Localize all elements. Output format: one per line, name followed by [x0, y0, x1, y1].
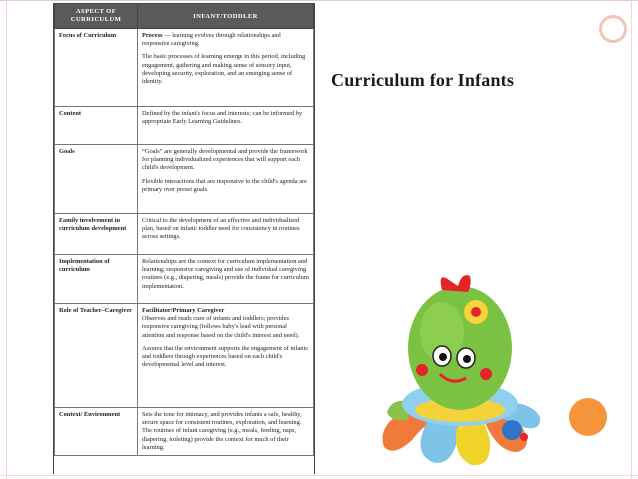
table-row — [55, 29, 314, 107]
decorative-ring — [599, 15, 627, 43]
frame-top-border — [0, 0, 638, 1]
curriculum-table — [54, 3, 314, 456]
header-infant-toddler: INFANT/TODDLER — [138, 4, 314, 29]
row-aspect: Context/ Environment — [55, 408, 138, 456]
row-aspect: Implementation of curriculum — [55, 255, 138, 304]
row-text: The basic processes of learning emerge in this period, including engagement, gathering and making sense of sensory input, developing security, exploration, and an emerging sense of identity. — [142, 53, 306, 86]
frame-left-border — [6, 0, 7, 479]
row-aspect: Focus of Curriculum — [55, 29, 138, 107]
frame-bottom-border — [0, 475, 638, 476]
table-row — [55, 214, 314, 255]
row-aspect: Role of Teacher–Caregiver — [55, 304, 138, 408]
row-description — [138, 408, 314, 456]
table-header-row — [55, 4, 314, 29]
row-text: Critical to the development of an effective and individualized plan, based on infant/ toddler need for consistency in routines across settings. — [142, 217, 300, 241]
row-description — [138, 107, 314, 145]
row-lead: Facilitator/Primary Caregiver — [142, 307, 225, 314]
row-lead: Process — [142, 32, 163, 39]
row-text: Sets the tone for intimacy, and provides infants a safe, healthy, secure space for consistent routines, exploration, and learning. The routines of infant caregiving (e.g., meals, feeding, naps, diapering, toileting) provide the context for much of their learning. — [142, 411, 302, 451]
row-description — [138, 214, 314, 255]
row-aspect: Goals — [55, 145, 138, 214]
row-description — [138, 145, 314, 214]
table-row — [55, 255, 314, 304]
row-text: Defined by the infant's focus and interests; can be informed by appropriate Early Learning Guidelines. — [142, 110, 303, 126]
row-text: — learning evolves through relationships and responsive caregiving. — [142, 32, 281, 48]
row-aspect: Family involvement in curriculum development — [55, 214, 138, 255]
orange-accent-dot — [569, 398, 607, 436]
row-description — [138, 29, 314, 107]
row-text: Relationships are the context for curriculum implementation and learning; responsive caregiving and use of individual caregiving routines (e.g., diapering, meals) provide the frame for curriculum implementation. — [142, 258, 309, 290]
table-row — [55, 304, 314, 408]
row-text: “Goals” are generally developmental and provide the framework for planning individualized experiences that will support each child's development. — [142, 148, 308, 172]
curriculum-table-image — [53, 3, 315, 474]
row-text: Assures that the environment supports the engagement of infants and toddlers through experiences based on each child's developmental level and interest. — [142, 344, 308, 369]
row-text: Flexible interactions that are responsive to the child's agenda are primary over preset goals. — [142, 177, 307, 193]
table-row — [55, 408, 314, 456]
frame-right-border — [631, 0, 632, 479]
row-text: Observes and reads cues of infants and toddlers; provides responsive caregiving (follows baby's lead with personal attention and response based on the child's interest and need). — [142, 315, 300, 339]
header-aspect: ASPECT OF CURRICULUM — [55, 4, 138, 29]
row-description — [138, 304, 314, 408]
table-row — [55, 145, 314, 214]
row-description — [138, 255, 314, 304]
table-row — [55, 107, 314, 145]
slide-title: Curriculum for Infants — [331, 70, 515, 90]
row-aspect: Content — [55, 107, 138, 145]
plush-octopus-toy-icon — [372, 262, 562, 472]
